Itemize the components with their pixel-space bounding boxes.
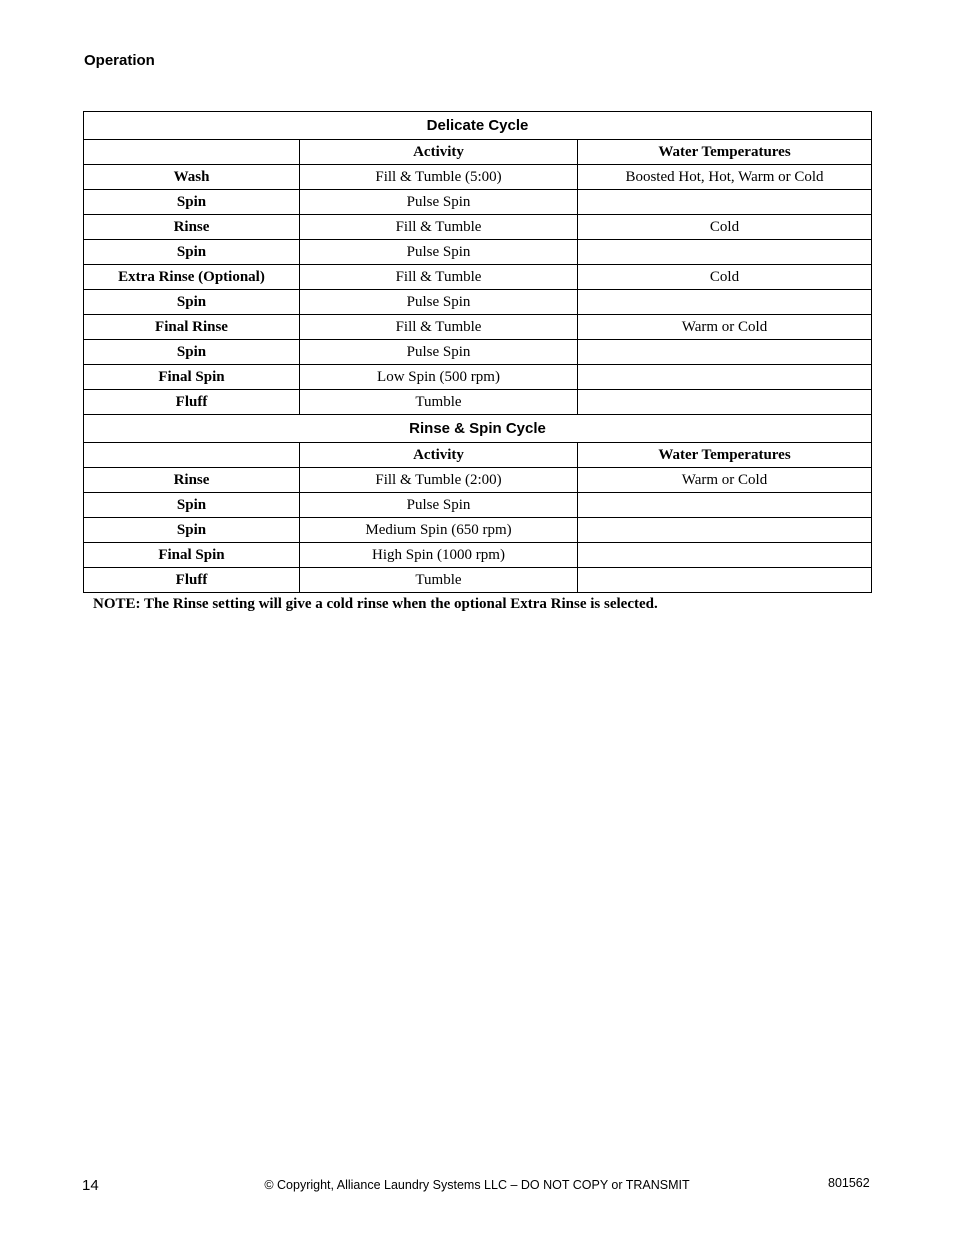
table-row — [84, 390, 872, 415]
step-label: Extra Rinse (Optional) — [84, 265, 300, 290]
temperature-cell — [578, 493, 872, 518]
step-label: Final Spin — [84, 365, 300, 390]
table-row — [84, 568, 872, 593]
step-label: Rinse — [84, 468, 300, 493]
step-label: Fluff — [84, 390, 300, 415]
activity-cell: Tumble — [300, 568, 578, 593]
column-header: Water Temperatures — [578, 140, 872, 165]
copyright-notice: © Copyright, Alliance Laundry Systems LLC – DO NOT COPY or TRANSMIT — [264, 1178, 690, 1192]
table-row — [84, 518, 872, 543]
cycle-title: Rinse & Spin Cycle — [84, 415, 872, 443]
activity-cell: Tumble — [300, 390, 578, 415]
temperature-cell — [578, 568, 872, 593]
step-label: Spin — [84, 340, 300, 365]
column-header-row — [84, 443, 872, 468]
activity-cell: Medium Spin (650 rpm) — [300, 518, 578, 543]
activity-cell: Pulse Spin — [300, 340, 578, 365]
table-row — [84, 265, 872, 290]
cycle-table-body — [84, 112, 872, 593]
temperature-cell: Warm or Cold — [578, 315, 872, 340]
activity-cell: Fill & Tumble (5:00) — [300, 165, 578, 190]
step-label: Rinse — [84, 215, 300, 240]
temperature-cell — [578, 365, 872, 390]
temperature-cell — [578, 190, 872, 215]
table-row — [84, 290, 872, 315]
step-label: Spin — [84, 190, 300, 215]
step-label: Spin — [84, 518, 300, 543]
activity-cell: Pulse Spin — [300, 290, 578, 315]
temperature-cell: Boosted Hot, Hot, Warm or Cold — [578, 165, 872, 190]
cycle-title: Delicate Cycle — [84, 112, 872, 140]
temperature-cell — [578, 390, 872, 415]
temperature-cell — [578, 240, 872, 265]
temperature-cell — [578, 340, 872, 365]
section-header: Operation — [84, 52, 155, 69]
temperature-cell: Cold — [578, 215, 872, 240]
column-header: Water Temperatures — [578, 443, 872, 468]
temperature-cell: Cold — [578, 265, 872, 290]
step-label: Spin — [84, 290, 300, 315]
table-row — [84, 493, 872, 518]
table-row — [84, 340, 872, 365]
activity-cell: Fill & Tumble (2:00) — [300, 468, 578, 493]
column-header: Activity — [300, 140, 578, 165]
table-row — [84, 190, 872, 215]
temperature-cell — [578, 518, 872, 543]
temperature-cell — [578, 543, 872, 568]
activity-cell: Low Spin (500 rpm) — [300, 365, 578, 390]
step-label: Spin — [84, 493, 300, 518]
table-row — [84, 365, 872, 390]
activity-cell: Fill & Tumble — [300, 265, 578, 290]
table-row — [84, 215, 872, 240]
step-label: Spin — [84, 240, 300, 265]
step-label: Fluff — [84, 568, 300, 593]
document-number: 801562 — [828, 1176, 870, 1190]
activity-cell: Pulse Spin — [300, 190, 578, 215]
page-number: 14 — [82, 1177, 99, 1194]
note-text: NOTE: The Rinse setting will give a cold rinse when the optional Extra Rinse is selected. — [93, 596, 658, 612]
cycle-table — [83, 111, 872, 593]
table-row — [84, 315, 872, 340]
table-row — [84, 468, 872, 493]
step-label: Wash — [84, 165, 300, 190]
column-header — [84, 443, 300, 468]
activity-cell: High Spin (1000 rpm) — [300, 543, 578, 568]
temperature-cell: Warm or Cold — [578, 468, 872, 493]
activity-cell: Pulse Spin — [300, 240, 578, 265]
table-row — [84, 165, 872, 190]
table-row — [84, 543, 872, 568]
step-label: Final Rinse — [84, 315, 300, 340]
activity-cell: Fill & Tumble — [300, 215, 578, 240]
column-header — [84, 140, 300, 165]
activity-cell: Pulse Spin — [300, 493, 578, 518]
cycle-title-row — [84, 112, 872, 140]
step-label: Final Spin — [84, 543, 300, 568]
activity-cell: Fill & Tumble — [300, 315, 578, 340]
column-header: Activity — [300, 443, 578, 468]
temperature-cell — [578, 290, 872, 315]
table-row — [84, 240, 872, 265]
column-header-row — [84, 140, 872, 165]
cycle-title-row — [84, 415, 872, 443]
